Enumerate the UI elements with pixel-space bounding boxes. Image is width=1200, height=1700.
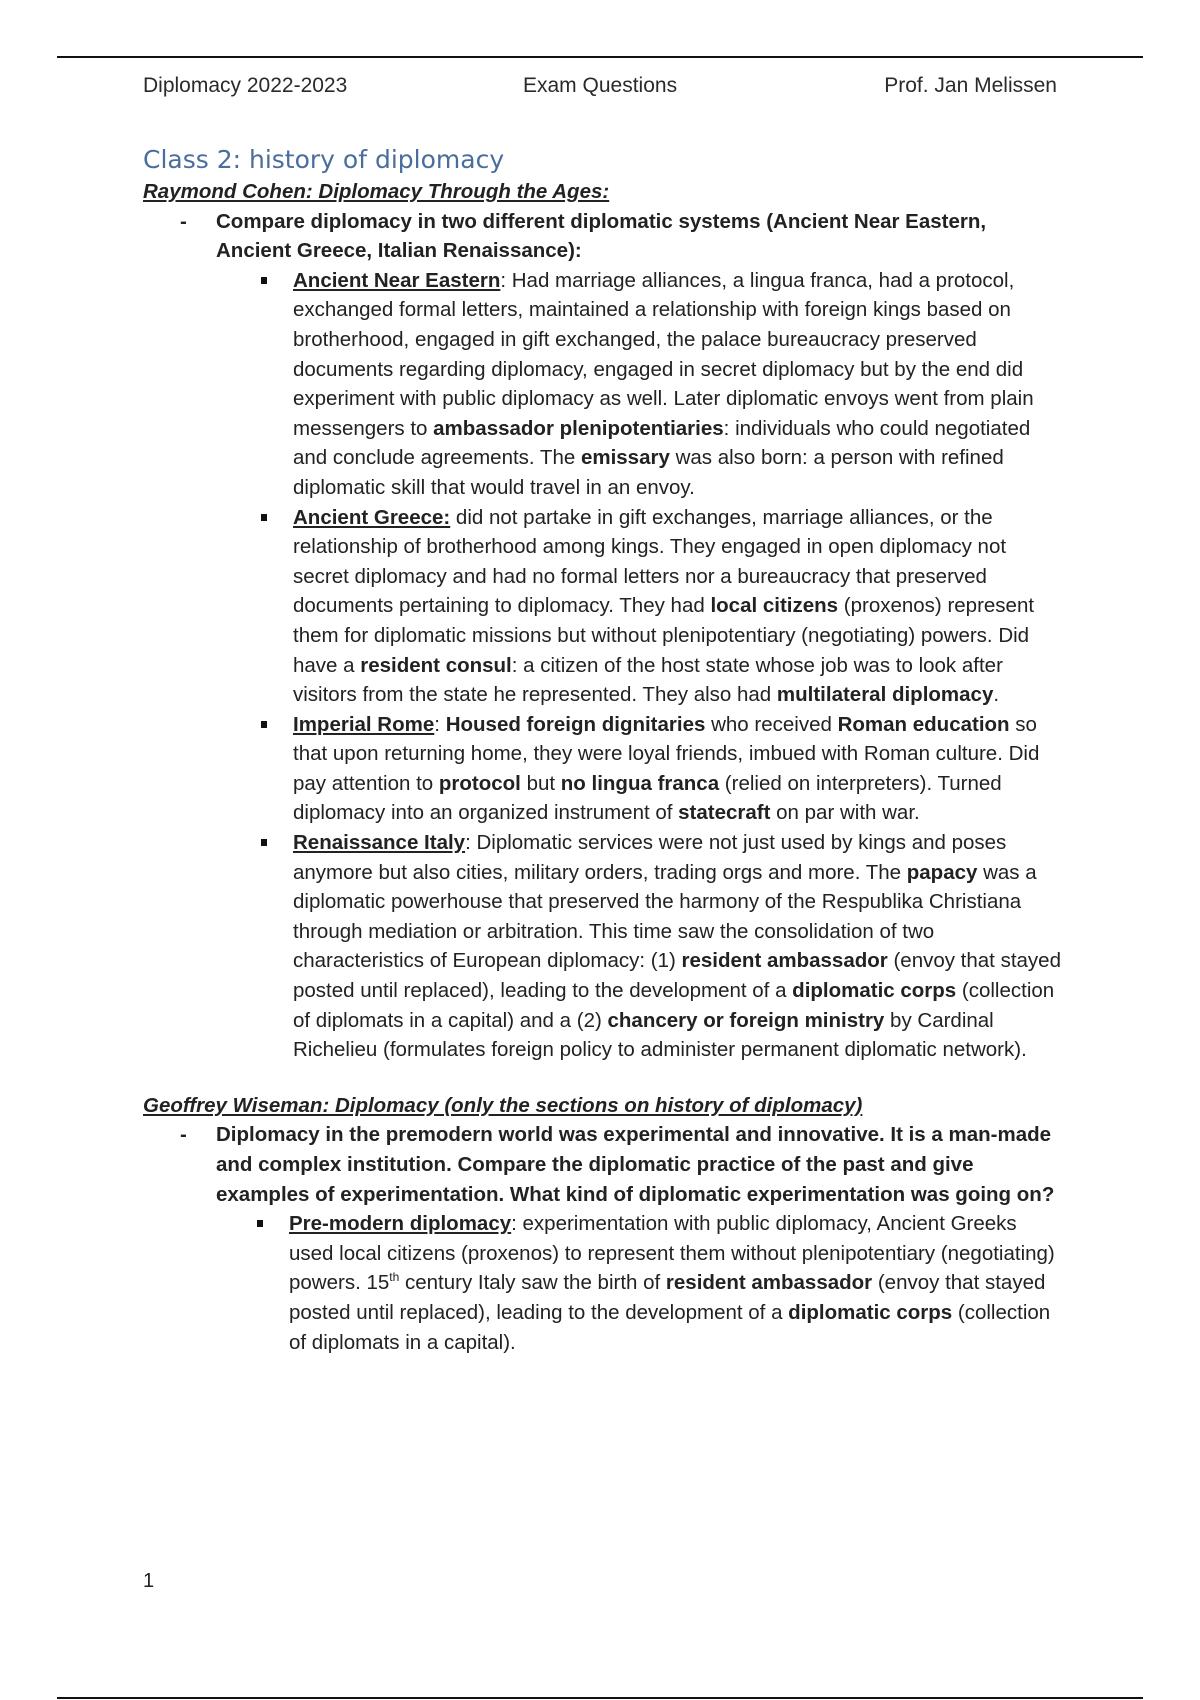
topic-label: Pre-modern diplomacy xyxy=(289,1212,512,1236)
square-bullet-icon xyxy=(261,721,267,728)
answer-text: : individuals who could negotiated and conclude agreements. The xyxy=(293,416,1031,470)
top-rule xyxy=(57,56,1143,58)
answer-text: was also born: a person with refined diplomatic skill that would travel in an envoy. xyxy=(293,446,1004,499)
topic-label: Ancient Greece: xyxy=(293,505,451,529)
topic-label: Imperial Rome xyxy=(293,712,435,736)
key-term: papacy xyxy=(906,860,978,884)
answer-text: on par with war. xyxy=(770,801,920,825)
header-course: Diplomacy 2022-2023 xyxy=(143,74,348,97)
key-term: Housed foreign dignitaries xyxy=(445,712,706,736)
answer-text: (envoy that stayed posted until replaced), leading to the development of a xyxy=(293,949,1061,1003)
key-term: multilateral diplomacy xyxy=(776,683,994,707)
square-bullet-icon xyxy=(261,839,267,846)
class-heading: Class 2: history of diplomacy xyxy=(143,145,505,174)
key-term: diplomatic corps xyxy=(788,1300,953,1324)
page-number: 1 xyxy=(143,1570,155,1592)
answer-imperial-rome xyxy=(293,710,1063,828)
key-term: Roman education xyxy=(837,712,1010,736)
answer-text: : a citizen of the host state whose job was to look after visitors from the state he represented. They also had xyxy=(293,653,1003,707)
key-term: diplomatic corps xyxy=(792,979,957,1003)
square-bullet-icon xyxy=(257,1220,263,1227)
topic-label: Ancient Near Eastern xyxy=(293,268,501,292)
question-text: Diplomacy in the premodern world was experimental and innovative. It is a man-made and complex institution. Compare the diplomatic practice of the past and give examples of experimentation. What kind of diplomatic experimentation was going on? xyxy=(216,1123,1055,1206)
key-term: protocol xyxy=(438,771,521,795)
document-body xyxy=(143,143,1063,1357)
answer-list-1 xyxy=(143,266,1063,1065)
question-text: Compare diplomacy in two different diplomatic systems (Ancient Near Eastern, Ancient Greece, Italian Renaissance): xyxy=(216,209,987,263)
exam-question-1 xyxy=(180,207,1063,266)
dash-marker: - xyxy=(180,1123,187,1147)
superscript: th xyxy=(389,1270,400,1285)
answer-text: century Italy saw the birth of xyxy=(399,1271,666,1295)
key-term: resident consul xyxy=(360,653,512,677)
answer-text: : Had marriage alliances, a lingua franca, had a protocol, exchanged formal letters, maintained a relationship with foreign kings based on brotherhood, engaged in gift exchanged, the palace bureaucracy preserved documents regarding diplomacy, engaged in secret diplomacy but by the end did experiment with public diplomacy as well. Later diplomatic envoys went from plain messengers to xyxy=(293,268,1034,440)
section-gap xyxy=(143,1065,1063,1091)
key-term: emissary xyxy=(580,446,670,470)
answer-text: (collection of diplomats in a capital) and a (2) xyxy=(293,979,1055,1032)
answer-list-2 xyxy=(143,1209,1063,1357)
key-term: resident ambassador xyxy=(665,1271,873,1295)
square-bullet-icon xyxy=(261,277,267,284)
answer-text: by Cardinal Richelieu (formulates foreign policy to administer permanent diplomatic network). xyxy=(293,1008,1027,1062)
source-wiseman: Geoffrey Wiseman: Diplomacy (only the sections on history of diplomacy) xyxy=(143,1093,863,1117)
bottom-rule xyxy=(57,1697,1143,1699)
exam-question-2 xyxy=(180,1120,1063,1209)
key-term: statecraft xyxy=(678,801,771,825)
key-term: local citizens xyxy=(710,594,839,618)
header-professor: Prof. Jan Melissen xyxy=(884,74,1057,97)
answer-text: (relied on interpreters). Turned diplomacy into an organized instrument of xyxy=(293,771,1002,825)
answer-text: who received xyxy=(705,712,838,736)
answer-pre-modern-diplomacy xyxy=(289,1209,1063,1357)
answer-text: : experimentation with public diplomacy, Ancient Greeks used local citizens (proxenos) to represent them without plenipotentiary (negotiating) powers. 15 xyxy=(289,1212,1055,1295)
answer-renaissance-italy xyxy=(293,828,1063,1065)
dash-marker: - xyxy=(180,209,187,233)
answer-text: (collection of diplomats in a capital). xyxy=(289,1300,1051,1354)
answer-ancient-near-eastern xyxy=(293,266,1063,503)
answer-text: : xyxy=(434,712,446,736)
answer-text: but xyxy=(520,771,561,795)
header-title: Exam Questions xyxy=(523,74,678,97)
key-term: ambassador plenipotentiaries xyxy=(433,416,724,440)
key-term: resident ambassador xyxy=(681,949,888,973)
answer-text: . xyxy=(993,683,1000,707)
topic-label: Renaissance Italy xyxy=(293,831,466,855)
source-cohen: Raymond Cohen: Diplomacy Through the Ages: xyxy=(143,180,610,203)
answer-text: was a diplomatic powerhouse that preserved the harmony of the Respublika Christiana through mediation or arbitration. This time saw the consolidation of two characteristics of European diplomacy: (1) xyxy=(293,860,1037,973)
answer-text: : Diplomatic services were not just used by kings and poses anymore but also cities, military orders, trading orgs and more. The xyxy=(293,831,1007,884)
square-bullet-icon xyxy=(261,514,267,521)
answer-text: (envoy that stayed posted until replaced), leading to the development of a xyxy=(289,1271,1046,1324)
answer-text: so that upon returning home, they were loyal friends, imbued with Roman culture. Did pay attention to xyxy=(293,712,1040,795)
answer-text: (proxenos) represent them for diplomatic missions but without plenipotentiary (negotiating) powers. Did have a xyxy=(293,594,1035,677)
answer-text: did not partake in gift exchanges, marriage alliances, or the relationship of brotherhood among kings. They engaged in open diplomacy not secret diplomacy and had no formal letters nor a bureaucracy that preserved documents pertaining to diplomacy. They had xyxy=(293,505,1007,618)
answer-ancient-greece xyxy=(293,503,1063,710)
key-term: no lingua franca xyxy=(560,771,720,795)
key-term: chancery or foreign ministry xyxy=(607,1008,885,1032)
